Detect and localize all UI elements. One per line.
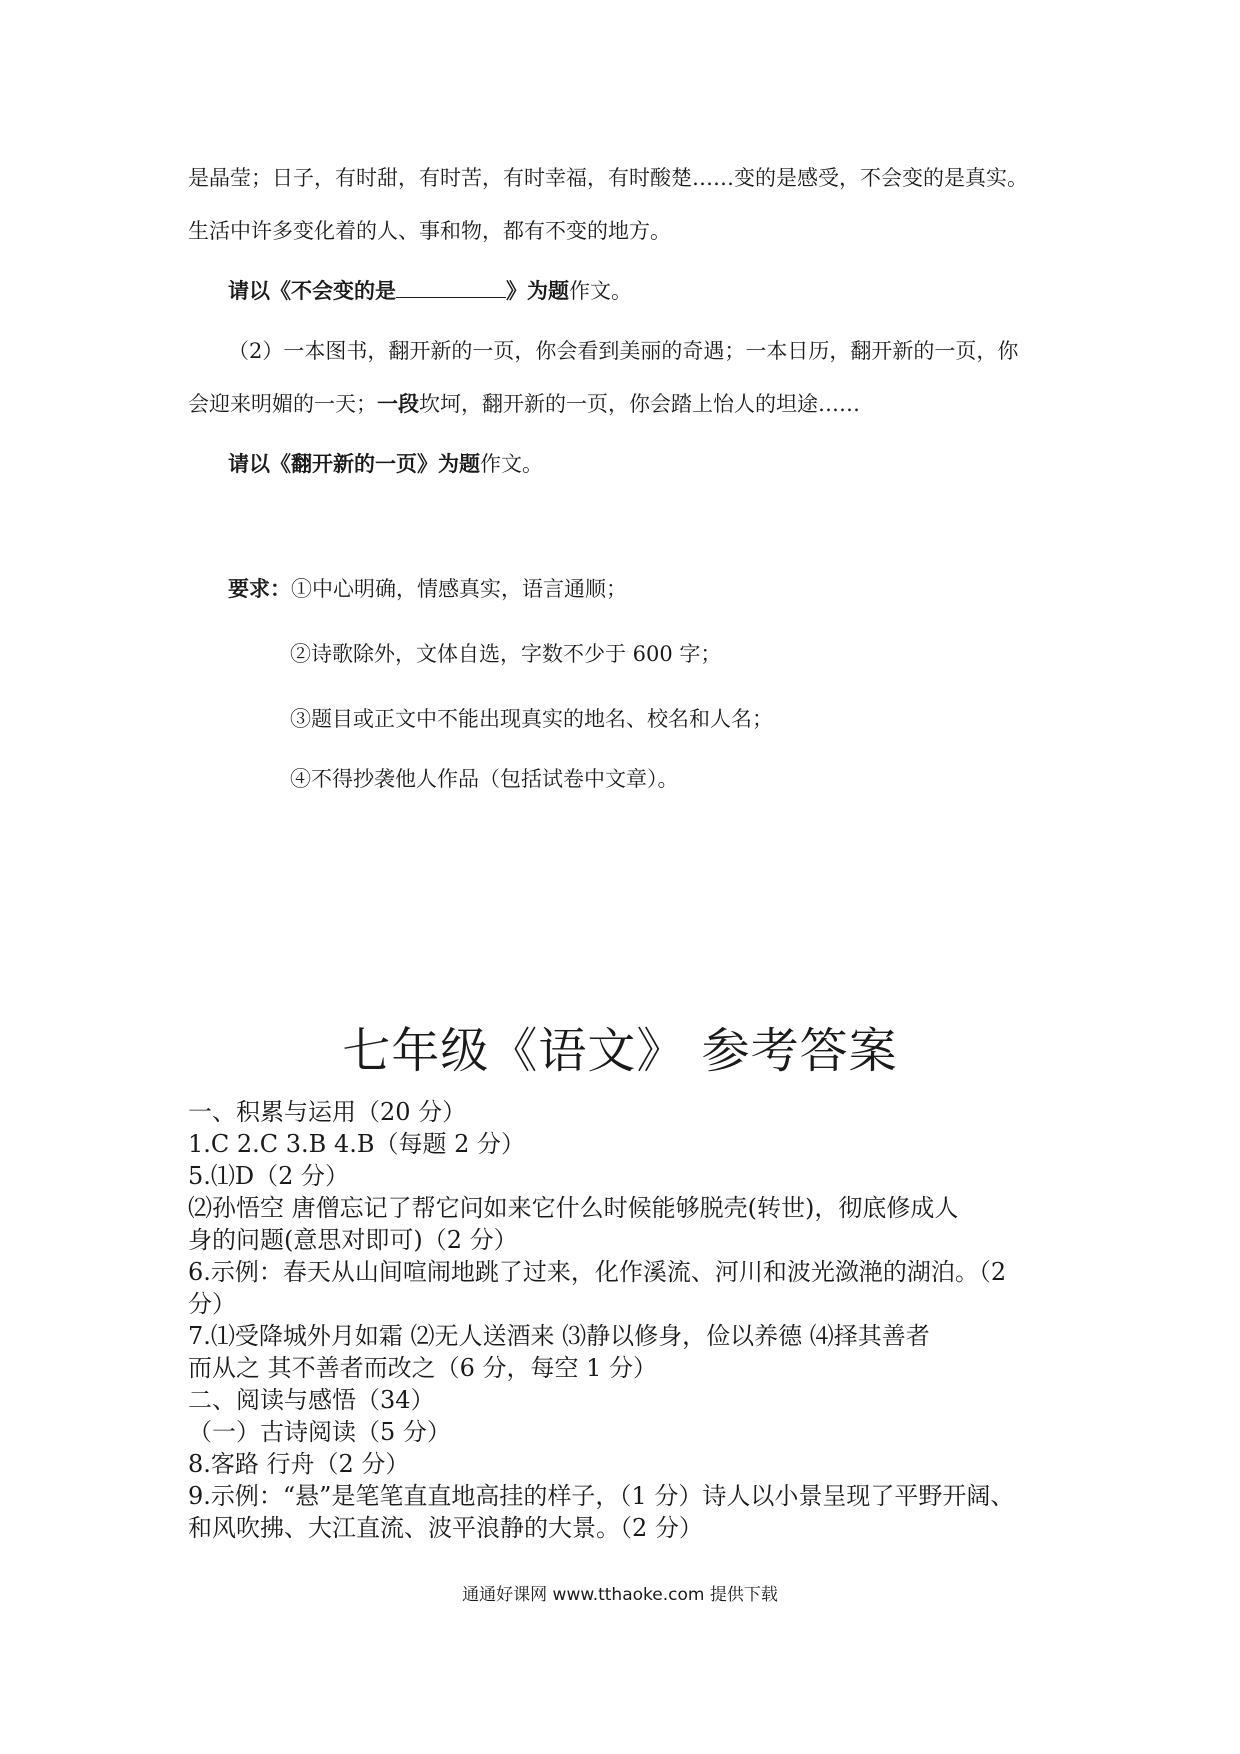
- topic-2-line-2-bold: 一段: [377, 391, 419, 416]
- answer-line: 9.示例：“悬”是笔笔直直地高挂的样子，（1 分）诗人以小景呈现了平野开阔、: [188, 1482, 1015, 1510]
- essay-text-line-1: 是晶莹；日子，有时甜，有时苦，有时幸福，有时酸楚……变的是感受，不会变的是真实。: [188, 166, 1028, 190]
- answer-line: 二、阅读与感悟（34）: [188, 1386, 435, 1414]
- prompt-1-end: 》为题: [506, 278, 569, 303]
- requirement-1: ①中心明确，情感真实，语言通顺；: [291, 577, 627, 601]
- essay-text-line-2: 生活中许多变化着的人、事和物，都有不变的地方。: [188, 219, 671, 243]
- answer-line: 身的问题(意思对即可)（2 分）: [188, 1226, 518, 1254]
- prompt-2-suffix: 作文。: [480, 452, 543, 476]
- requirement-2: ②诗歌除外，文体自选，字数不少于 600 字；: [290, 642, 722, 666]
- prompt-1-start: 请以《不会变的是: [228, 278, 396, 303]
- answer-line: 和风吹拂、大江直流、波平浪静的大景。（2 分）: [188, 1514, 703, 1542]
- answer-line: 1.C 2.C 3.B 4.B（每题 2 分）: [188, 1130, 526, 1158]
- answer-line: 7.⑴受降城外月如霜 ⑵无人送酒来 ⑶静以修身，俭以养德 ⑷择其善者: [188, 1322, 930, 1350]
- prompt-2-start: 请以《翻开新的一页》为题: [228, 451, 480, 476]
- answer-line: 而从之 其不善者而改之（6 分，每空 1 分）: [188, 1354, 658, 1382]
- answer-line: ⑵孙悟空 唐僧忘记了帮它问如来它什么时候能够脱壳(转世)，彻底修成人: [188, 1194, 959, 1222]
- requirement-3: ③题目或正文中不能出现真实的地名、校名和人名；: [290, 707, 773, 731]
- topic-2-line-2-end: 坎坷，翻开新的一页，你会踏上怡人的坦途……: [419, 392, 860, 416]
- requirements-label: 要求：: [228, 576, 291, 601]
- answer-line: 分）: [188, 1290, 236, 1318]
- answer-line: 5.⑴D（2 分）: [188, 1162, 350, 1190]
- answer-key-title: 七年级《语文》 参考答案: [342, 1023, 898, 1079]
- answer-line: 8.客路 行舟（2 分）: [188, 1450, 410, 1478]
- topic-2-line-2-start: 会迎来明媚的一天；: [188, 392, 377, 416]
- prompt-1-suffix: 作文。: [569, 279, 632, 303]
- essay-prompt-1: [228, 275, 632, 305]
- essay-prompt-2: [228, 448, 543, 478]
- answer-line: （一）古诗阅读（5 分）: [188, 1418, 451, 1446]
- fill-blank: [396, 279, 506, 298]
- answer-line: 6.示例：春天从山间喧闹地跳了过来，化作溪流、河川和波光潋滟的湖泊。（2: [188, 1258, 1007, 1286]
- answer-line: 一、积累与运用（20 分）: [188, 1098, 467, 1126]
- requirement-4: ④不得抄袭他人作品（包括试卷中文章）。: [290, 767, 679, 791]
- requirements-line-1: [228, 573, 627, 603]
- topic-2-line-1: （2）一本图书，翻开新的一页，你会看到美丽的奇遇；一本日历，翻开新的一页，你: [228, 339, 1019, 363]
- page-footer: 通通好课网 www.tthaoke.com 提供下载: [462, 1585, 778, 1605]
- topic-2-line-2: [188, 388, 860, 418]
